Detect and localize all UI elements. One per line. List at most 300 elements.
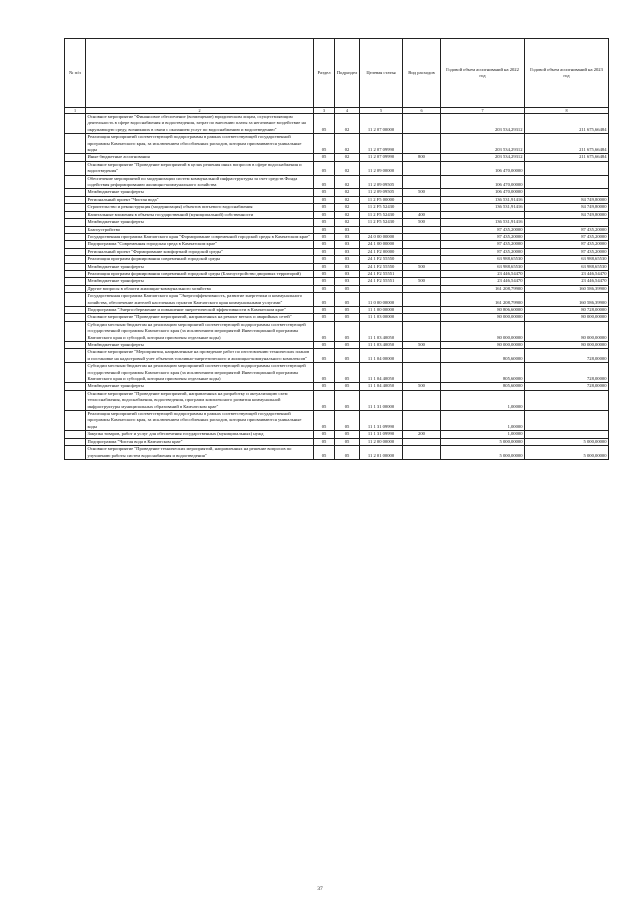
table-row [65, 154, 609, 161]
cell-razdel: 05 [314, 226, 335, 233]
col-header-razdel: Раздел [314, 39, 335, 108]
cell-expense [403, 226, 441, 233]
cell-target: 24 1 F2 00000 [360, 248, 403, 255]
cell-num [65, 314, 86, 321]
col-header-podrazdel: Подраздел [335, 39, 360, 108]
cell-razdel: 05 [314, 431, 335, 438]
cell-podrazdel: 02 [335, 154, 360, 161]
table-row [65, 321, 609, 341]
cell-podrazdel: 05 [335, 349, 360, 363]
cell-2022: 161 208,79900 [441, 293, 525, 307]
cell-target: 11 1 03 40050 [360, 321, 403, 341]
cell-num [65, 363, 86, 383]
cell-target: 11 2 07 00000 [360, 114, 403, 134]
cell-num [65, 248, 86, 255]
cell-expense [403, 241, 441, 248]
cell-name: Межбюджетные трансферты [86, 383, 314, 390]
cell-2023: 160 586,39900 [525, 285, 609, 292]
cell-podrazdel: 02 [335, 189, 360, 196]
cell-num [65, 256, 86, 263]
cell-2023: 23 446,54470 [525, 278, 609, 285]
cell-expense: 500 [403, 189, 441, 196]
cell-2023: 87 435,20000 [525, 226, 609, 233]
cell-expense [403, 363, 441, 383]
cell-podrazdel: 02 [335, 175, 360, 189]
cell-target: 11 2 F5 52430 [360, 211, 403, 218]
cell-2022: 203 534,29312 [441, 114, 525, 134]
table-row [65, 278, 609, 285]
cell-2023: 728,00000 [525, 363, 609, 383]
cell-razdel: 05 [314, 446, 335, 460]
cell-2023: 84 749,80000 [525, 196, 609, 203]
cell-razdel: 05 [314, 189, 335, 196]
cell-2022: 106 470,00000 [441, 161, 525, 175]
cell-name: Реализация программ формирования современной городской среды [86, 256, 314, 263]
cell-2023 [525, 431, 609, 438]
cell-2023: 80 000,00000 [525, 314, 609, 321]
cell-2022: 106 470,00000 [441, 175, 525, 189]
table-row [65, 114, 609, 134]
cell-num [65, 285, 86, 292]
cell-razdel: 05 [314, 321, 335, 341]
cell-name: Строительство и реконструкция (модернизация) объектов питьевого водоснабжения [86, 204, 314, 211]
cell-razdel: 05 [314, 411, 335, 431]
table-row [65, 189, 609, 196]
cell-expense [403, 314, 441, 321]
cell-num [65, 204, 86, 211]
cell-expense: 500 [403, 383, 441, 390]
cell-expense [403, 438, 441, 445]
cell-num [65, 175, 86, 189]
cell-razdel: 05 [314, 256, 335, 263]
cell-podrazdel: 03 [335, 241, 360, 248]
table-row [65, 248, 609, 255]
col-header-name [86, 39, 314, 108]
cell-name: Основное мероприятие "Проведение мероприятий, направленных на ремонт ветхих и аварийных сетей" [86, 314, 314, 321]
cell-2023 [525, 390, 609, 410]
cell-name: Государственная программа Камчатского края "Энергоэффективность, развитие энергетики и коммунального хозяйства, обеспечение жителей населенных пунктов Камчатского края коммунальными услугами" [86, 293, 314, 307]
cell-razdel: 05 [314, 390, 335, 410]
cell-expense [403, 114, 441, 134]
cell-razdel: 05 [314, 175, 335, 189]
cell-podrazdel: 03 [335, 270, 360, 277]
cell-expense [403, 446, 441, 460]
cell-podrazdel: 03 [335, 278, 360, 285]
cell-name: Субсидии местным бюджетам на реализацию мероприятий соответствующей подпрограммы соответствующей государственной программы Камчатского края (за исключением мероприятий Инвестиционной программы Камчатского края и субсидий, которым присвоены отдельные коды) [86, 363, 314, 383]
cell-expense: 200 [403, 431, 441, 438]
cell-podrazdel: 05 [335, 431, 360, 438]
table-row [65, 446, 609, 460]
cell-name: Региональный проект "Чистая вода" [86, 196, 314, 203]
cell-podrazdel: 05 [335, 321, 360, 341]
cell-expense [403, 134, 441, 154]
cell-2023: 87 435,20000 [525, 241, 609, 248]
cell-target: 11 2 09 09505 [360, 189, 403, 196]
cell-2023: 63 988,65530 [525, 263, 609, 270]
cell-podrazdel: 03 [335, 256, 360, 263]
cell-2023: 80 000,00000 [525, 321, 609, 341]
cell-target: 24 1 F2 55550 [360, 256, 403, 263]
cell-podrazdel: 02 [335, 211, 360, 218]
cell-num [65, 134, 86, 154]
table-row [65, 134, 609, 154]
cell-podrazdel: 02 [335, 204, 360, 211]
cell-name: Основное мероприятие "Проведение технических мероприятий, направленных на решение вопросов по улучшению работы систем водоснабжения и водоотведения" [86, 446, 314, 460]
cell-razdel: 05 [314, 438, 335, 445]
cell-2022: 136 531,91416 [441, 196, 525, 203]
cell-podrazdel: 05 [335, 390, 360, 410]
cell-expense: 800 [403, 154, 441, 161]
cell-name: Основное мероприятие "Проведение мероприятий, направленных на разработку и актуализацию схем теплоснабжения, водоснабжения, водоотведения, программ комплексного развития коммунальной инфраструктуры муниципальных образований в Камчатском крае" [86, 390, 314, 410]
cell-target: 11 1 04 00000 [360, 349, 403, 363]
cell-name: Основное мероприятие "Мероприятия, направленные на проведение работ по изготовлению технических планов и постановке на кадастровый учет объектов топливно-энергетического и жилищно-коммунального комплексов" [86, 349, 314, 363]
cell-2022: 87 435,20000 [441, 233, 525, 240]
cell-name: Основное мероприятие "Проведение мероприятий в целях решения иных вопросов в сфере водоснабжения и водоотведения" [86, 161, 314, 175]
cell-razdel: 05 [314, 204, 335, 211]
cell-podrazdel: 05 [335, 438, 360, 445]
cell-2023: 80 728,00000 [525, 306, 609, 313]
table-row [65, 256, 609, 263]
cell-razdel: 05 [314, 306, 335, 313]
cell-2022 [441, 211, 525, 218]
cell-name: Другие вопросы в области жилищно-коммунального хозяйства [86, 285, 314, 292]
cell-expense [403, 306, 441, 313]
cell-target: 11 1 03 00000 [360, 314, 403, 321]
cell-2023: 160 586,39900 [525, 293, 609, 307]
cell-target: 11 2 F5 00000 [360, 196, 403, 203]
cell-expense [403, 390, 441, 410]
cell-expense [403, 175, 441, 189]
cell-target: 11 2 07 09990 [360, 154, 403, 161]
cell-podrazdel: 05 [335, 306, 360, 313]
cell-expense [403, 233, 441, 240]
cell-razdel: 05 [314, 285, 335, 292]
cell-2022: 1,00000 [441, 431, 525, 438]
cell-num [65, 383, 86, 390]
col-number: 6 [403, 108, 441, 114]
cell-target: 11 2 07 09990 [360, 134, 403, 154]
cell-2023 [525, 411, 609, 431]
cell-podrazdel: 02 [335, 134, 360, 154]
cell-target: 11 2 09 09505 [360, 175, 403, 189]
cell-podrazdel: 05 [335, 314, 360, 321]
table-row [65, 204, 609, 211]
cell-target: 11 1 31 09990 [360, 411, 403, 431]
cell-num [65, 438, 86, 445]
cell-num [65, 390, 86, 410]
cell-razdel: 05 [314, 248, 335, 255]
cell-name: Реализация программ формирования современной городской среды (Благоустройство дворовых территорий) [86, 270, 314, 277]
cell-razdel: 05 [314, 293, 335, 307]
col-number: 3 [314, 108, 335, 114]
cell-2022: 80 000,00000 [441, 342, 525, 349]
cell-razdel: 05 [314, 278, 335, 285]
cell-podrazdel: 05 [335, 293, 360, 307]
table-row [65, 263, 609, 270]
table-row [65, 175, 609, 189]
cell-2023: 211 675,66484 [525, 114, 609, 134]
cell-podrazdel: 05 [335, 342, 360, 349]
table-row [65, 161, 609, 175]
budget-page [64, 38, 608, 460]
cell-podrazdel: 02 [335, 161, 360, 175]
cell-expense [403, 248, 441, 255]
table-row [65, 211, 609, 218]
table-row [65, 293, 609, 307]
cell-num [65, 306, 86, 313]
cell-razdel: 05 [314, 196, 335, 203]
cell-num [65, 321, 86, 341]
cell-2022: 1,00000 [441, 411, 525, 431]
cell-name: Благоустройство [86, 226, 314, 233]
cell-num [65, 226, 86, 233]
cell-name: Основное мероприятие "Финансовое обеспечение (возмещение) юридическим лицам, осуществляющим деятельность в сфере водоснабжения и водоотведения, затрат по внесению платы за негативное воздействие на окружающую среду, возникших в связи с оказанием услуг по водоснабжению и водоотведению" [86, 114, 314, 134]
cell-name: Межбюджетные трансферты [86, 278, 314, 285]
cell-razdel: 05 [314, 211, 335, 218]
table-row [65, 438, 609, 445]
table-row [65, 233, 609, 240]
cell-name: Подпрограмма "Чистая вода в Камчатском крае" [86, 438, 314, 445]
cell-name: Иные бюджетные ассигнования [86, 154, 314, 161]
cell-expense [403, 256, 441, 263]
cell-num [65, 241, 86, 248]
cell-target: 24 1 F2 55551 [360, 270, 403, 277]
col-header-target: Целевая статья [360, 39, 403, 108]
table-row [65, 241, 609, 248]
cell-name: Капитальные вложения в объекты государственной (муниципальной) собственности [86, 211, 314, 218]
cell-num [65, 161, 86, 175]
cell-razdel: 05 [314, 233, 335, 240]
table-row [65, 390, 609, 410]
cell-name: Реализация мероприятий соответствующей подпрограммы в рамках соответствующей государственной программы Камчатского края, за исключением обособленных расходов, которым присваиваются уникальные коды [86, 134, 314, 154]
cell-2022: 23 446,54470 [441, 270, 525, 277]
cell-2022: 63 988,65530 [441, 256, 525, 263]
table-row [65, 270, 609, 277]
cell-podrazdel: 05 [335, 383, 360, 390]
col-header-expense: Вид расходов [403, 39, 441, 108]
cell-target: 24 1 00 00000 [360, 241, 403, 248]
col-number: 2 [86, 108, 314, 114]
table-row [65, 285, 609, 292]
cell-2022: 805,60000 [441, 349, 525, 363]
cell-num [65, 154, 86, 161]
cell-razdel: 05 [314, 383, 335, 390]
cell-2023: 84 749,80000 [525, 211, 609, 218]
cell-2022: 106 470,00000 [441, 189, 525, 196]
cell-num [65, 114, 86, 134]
cell-2022: 136 531,91416 [441, 204, 525, 211]
cell-num [65, 342, 86, 349]
cell-target: 11 1 31 09990 [360, 431, 403, 438]
header-row [65, 39, 609, 108]
cell-podrazdel: 03 [335, 263, 360, 270]
table-row [65, 411, 609, 431]
table-row [65, 349, 609, 363]
cell-target: 11 1 00 00000 [360, 306, 403, 313]
cell-expense [403, 161, 441, 175]
cell-2022: 23 446,54470 [441, 278, 525, 285]
cell-expense [403, 270, 441, 277]
cell-name: Подпрограмма "Энергосбережение и повышение энергетической эффективности в Камчатском крае" [86, 306, 314, 313]
cell-podrazdel: 05 [335, 446, 360, 460]
cell-num [65, 219, 86, 226]
cell-2022: 80 000,00000 [441, 314, 525, 321]
cell-razdel: 05 [314, 342, 335, 349]
cell-2023: 84 749,80000 [525, 204, 609, 211]
cell-2023: 80 000,00000 [525, 342, 609, 349]
col-number: 7 [441, 108, 525, 114]
cell-num [65, 411, 86, 431]
cell-2023: 5 000,00000 [525, 438, 609, 445]
col-header-num: № п/п [65, 39, 86, 108]
cell-2023: 211 675,66484 [525, 154, 609, 161]
cell-target: 11 1 04 40050 [360, 383, 403, 390]
cell-name: Субсидии местным бюджетам на реализацию мероприятий соответствующей подпрограммы соответствующей государственной программы Камчатского края (за исключением мероприятий Инвестиционной программы Камчатского края и субсидий, которым присвоены отдельные коды) [86, 321, 314, 341]
cell-target: 11 1 04 40050 [360, 363, 403, 383]
cell-name: Закупка товаров, работ и услуг для обеспечения государственных (муниципальных) нужд [86, 431, 314, 438]
cell-razdel: 05 [314, 154, 335, 161]
cell-name: Реализация мероприятий соответствующей подпрограммы в рамках соответствующей государственной программы Камчатского края, за исключением обособленных расходов, которым присваиваются уникальные коды [86, 411, 314, 431]
cell-num [65, 293, 86, 307]
cell-podrazdel: 05 [335, 363, 360, 383]
cell-podrazdel: 03 [335, 233, 360, 240]
cell-2022: 805,60000 [441, 363, 525, 383]
cell-name: Межбюджетные трансферты [86, 219, 314, 226]
cell-razdel: 05 [314, 134, 335, 154]
table-body [65, 114, 609, 460]
cell-target: 11 0 00 00000 [360, 293, 403, 307]
cell-2023: 87 435,20000 [525, 233, 609, 240]
cell-razdel: 05 [314, 270, 335, 277]
cell-expense [403, 411, 441, 431]
cell-expense [403, 349, 441, 363]
cell-expense: 500 [403, 263, 441, 270]
cell-2023: 87 435,20000 [525, 248, 609, 255]
cell-target: 11 2 01 00000 [360, 446, 403, 460]
cell-podrazdel: 03 [335, 248, 360, 255]
cell-name: Межбюджетные трансферты [86, 342, 314, 349]
cell-target [360, 226, 403, 233]
cell-num [65, 263, 86, 270]
cell-num [65, 233, 86, 240]
cell-2022: 80 806,60000 [441, 306, 525, 313]
cell-expense [403, 204, 441, 211]
cell-2023 [525, 175, 609, 189]
cell-2023 [525, 161, 609, 175]
cell-expense [403, 196, 441, 203]
cell-target: 24 0 00 00000 [360, 233, 403, 240]
cell-target: 11 1 03 40050 [360, 342, 403, 349]
cell-target: 24 1 F2 55550 [360, 263, 403, 270]
cell-target [360, 285, 403, 292]
cell-razdel: 05 [314, 314, 335, 321]
cell-target: 24 1 F2 55551 [360, 278, 403, 285]
cell-2022: 80 000,00000 [441, 321, 525, 341]
cell-num [65, 446, 86, 460]
cell-2023: 728,00000 [525, 349, 609, 363]
cell-2023: 728,00000 [525, 383, 609, 390]
cell-2023: 5 000,00000 [525, 446, 609, 460]
cell-2022: 5 000,00000 [441, 446, 525, 460]
cell-2022: 136 531,91416 [441, 219, 525, 226]
cell-2023: 211 675,66484 [525, 134, 609, 154]
cell-expense: 500 [403, 278, 441, 285]
cell-podrazdel: 02 [335, 196, 360, 203]
cell-expense [403, 321, 441, 341]
cell-2022: 1,00000 [441, 390, 525, 410]
cell-2023 [525, 189, 609, 196]
cell-razdel: 05 [314, 219, 335, 226]
cell-num [65, 196, 86, 203]
cell-podrazdel: 05 [335, 285, 360, 292]
cell-2022: 5 000,00000 [441, 438, 525, 445]
cell-expense: 500 [403, 219, 441, 226]
cell-2023: 23 446,54470 [525, 270, 609, 277]
cell-expense [403, 293, 441, 307]
cell-2022: 87 435,20000 [441, 241, 525, 248]
col-number: 1 [65, 108, 86, 114]
cell-2022: 87 435,20000 [441, 248, 525, 255]
table-row [65, 219, 609, 226]
cell-target: 11 1 31 00000 [360, 390, 403, 410]
table-row [65, 196, 609, 203]
cell-target: 11 2 F5 52430 [360, 219, 403, 226]
cell-razdel: 05 [314, 363, 335, 383]
cell-2022: 161 208,79900 [441, 285, 525, 292]
col-number: 4 [335, 108, 360, 114]
cell-2022: 203 534,29312 [441, 134, 525, 154]
cell-podrazdel: 03 [335, 226, 360, 233]
col-number: 5 [360, 108, 403, 114]
cell-razdel: 05 [314, 263, 335, 270]
col-header-2022: Годовой объем ассигнований на 2022 год [441, 39, 525, 108]
budget-table [64, 38, 609, 460]
col-number: 8 [525, 108, 609, 114]
cell-num [65, 211, 86, 218]
cell-podrazdel: 05 [335, 411, 360, 431]
cell-2022: 87 435,20000 [441, 226, 525, 233]
col-header-2023: Годовой объем ассигнований на 2023 год [525, 39, 609, 108]
page-number: 37 [317, 886, 323, 892]
cell-num [65, 270, 86, 277]
cell-name: Межбюджетные трансферты [86, 263, 314, 270]
cell-2022: 805,60000 [441, 383, 525, 390]
table-row [65, 383, 609, 390]
cell-target: 11 2 00 00000 [360, 438, 403, 445]
table-row [65, 431, 609, 438]
cell-expense: 400 [403, 211, 441, 218]
table-row [65, 226, 609, 233]
cell-target: 11 2 F5 52430 [360, 204, 403, 211]
table-row [65, 363, 609, 383]
cell-2023: 63 988,65530 [525, 256, 609, 263]
cell-2022: 63 988,65530 [441, 263, 525, 270]
cell-name: Региональный проект "Формирование комфортной городской среды" [86, 248, 314, 255]
cell-target: 11 2 09 00000 [360, 161, 403, 175]
cell-podrazdel: 02 [335, 114, 360, 134]
cell-podrazdel: 02 [335, 219, 360, 226]
cell-num [65, 278, 86, 285]
cell-razdel: 05 [314, 241, 335, 248]
cell-2022: 203 534,29312 [441, 154, 525, 161]
cell-razdel: 05 [314, 349, 335, 363]
table-row [65, 342, 609, 349]
cell-name: Межбюджетные трансферты [86, 189, 314, 196]
cell-razdel: 05 [314, 114, 335, 134]
cell-num [65, 189, 86, 196]
cell-num [65, 349, 86, 363]
table-row [65, 314, 609, 321]
